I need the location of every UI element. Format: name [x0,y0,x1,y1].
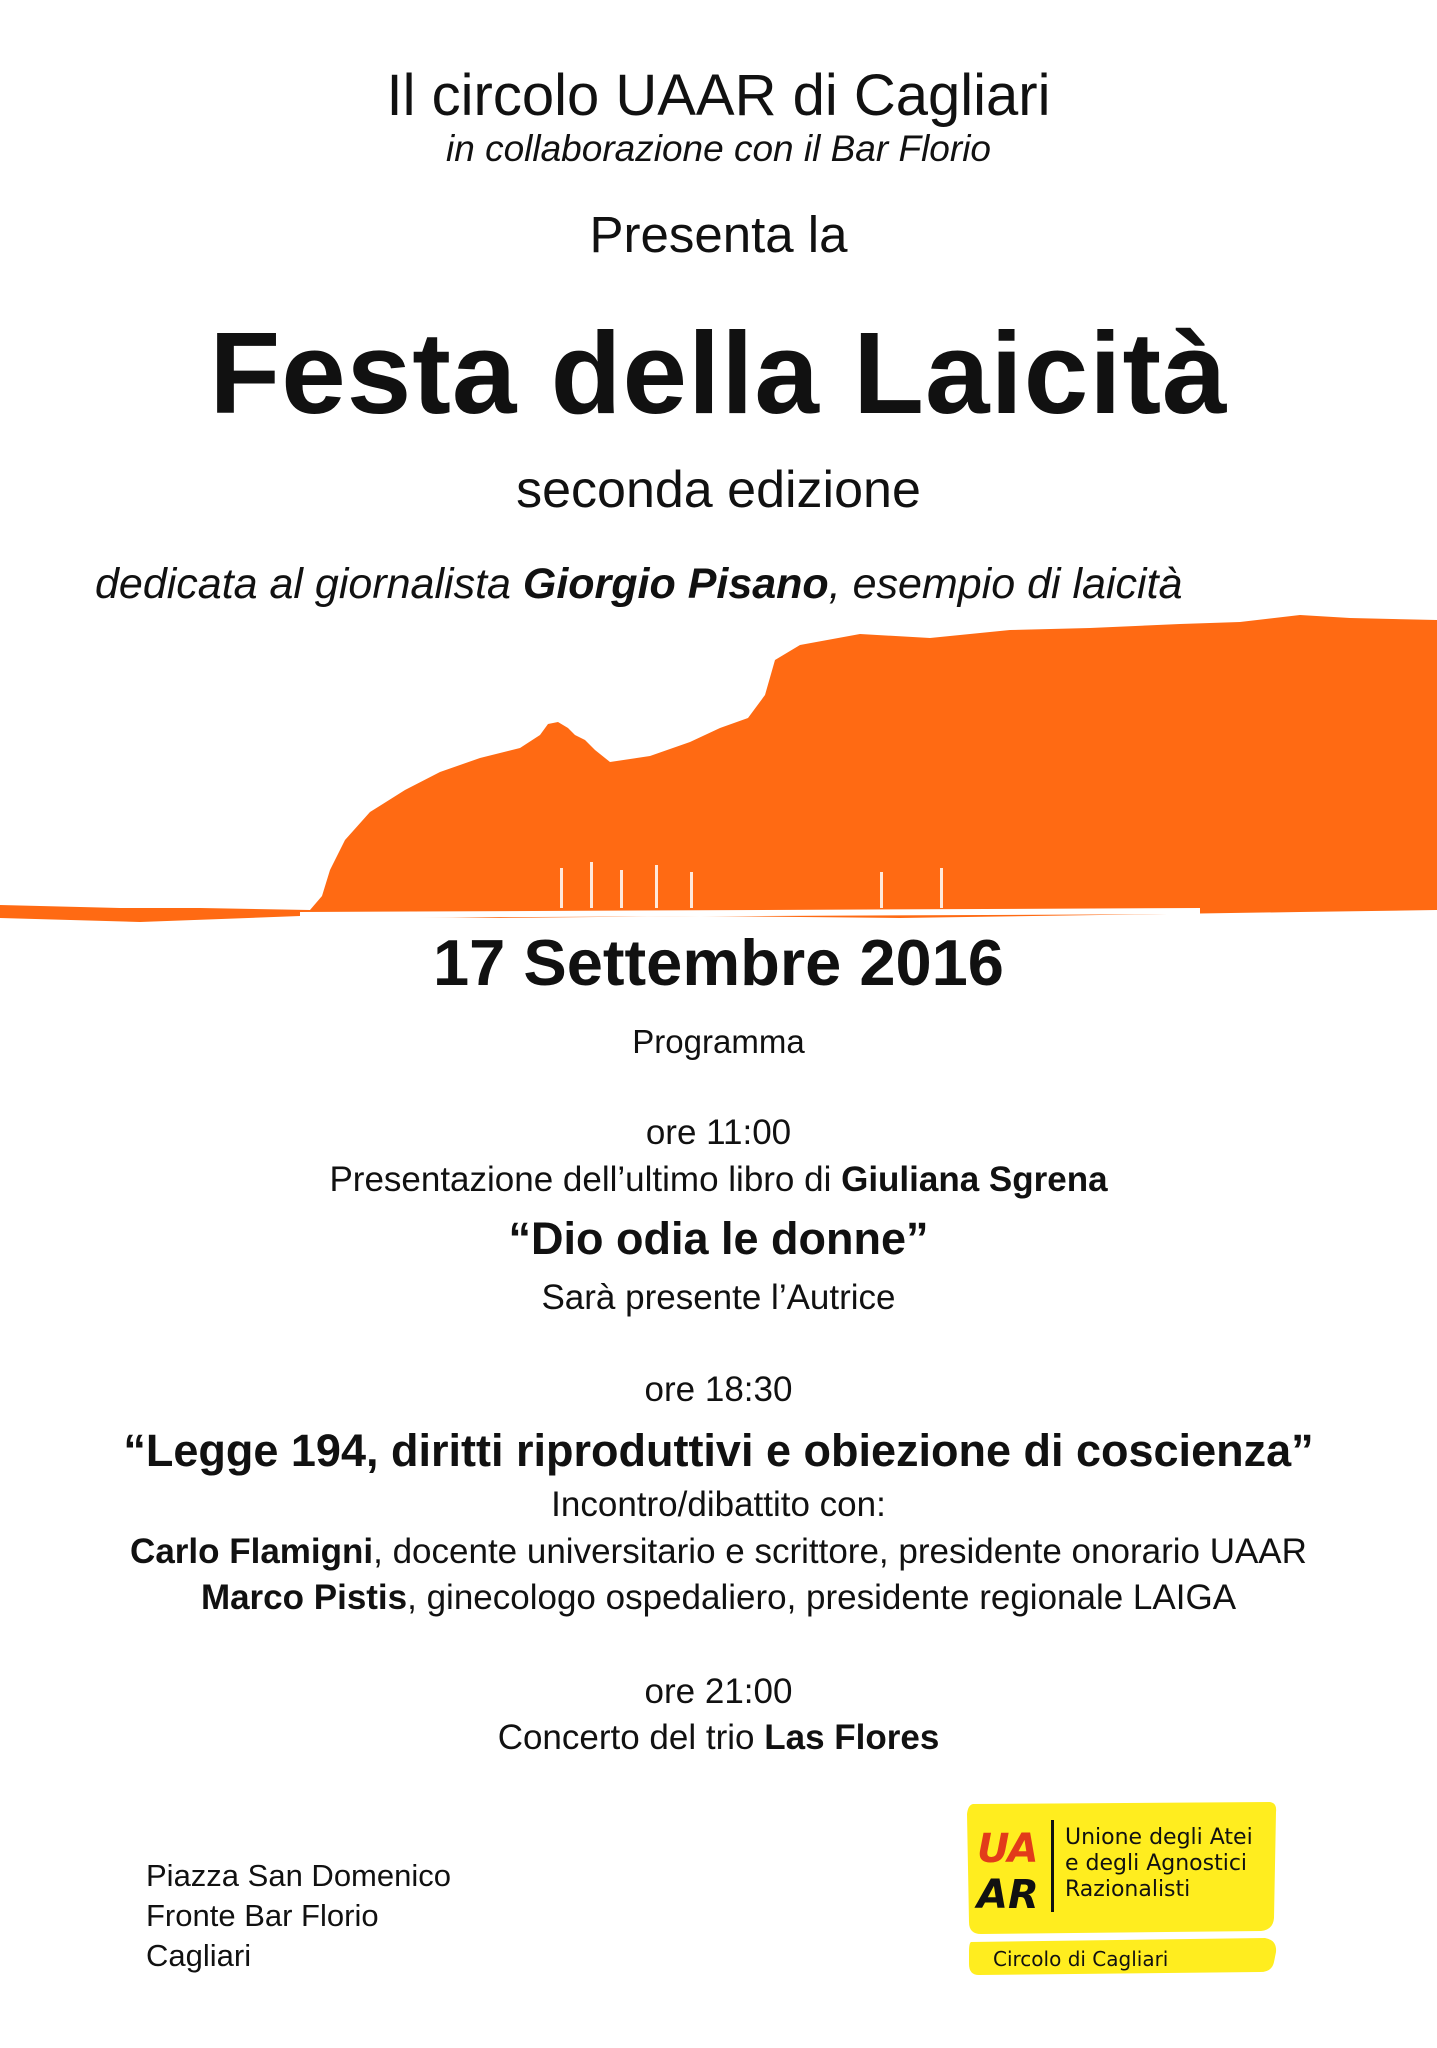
logo-line-3: Razionalisti [1065,1877,1191,1902]
band-name: Las Flores [764,1718,940,1757]
headland-illustration [0,600,1437,930]
address-line-2: Fronte Bar Florio [146,1898,379,1933]
event-2-intro: Incontro/dibattito con: [551,1485,886,1524]
event-1-note: Sarà presente l’Autrice [541,1278,896,1317]
speaker-1: Carlo Flamigni, docente universitario e scrittore, presidente onorario UAAR [130,1532,1307,1571]
event-2-title: “Legge 194, diritti riproduttivi e obiezione di coscienza” [123,1425,1314,1476]
event-3-description: Concerto del trio Las Flores [497,1718,940,1757]
logo-circle-label: Circolo di Cagliari [993,1947,1169,1971]
event-2-time: ore 18:30 [644,1370,793,1409]
event-1-description: Presentazione dell’ultimo libro di Giuliana Sgrena [329,1160,1108,1199]
logo-line-2: e degli Agnostici [1065,1851,1248,1876]
dedication-line: dedicata al giornalista Giorgio Pisano, esempio di laicità [95,560,1183,608]
event-1-time: ore 11:00 [645,1113,792,1152]
speaker-2-name: Marco Pistis [200,1578,408,1617]
address-line-1: Piazza San Domenico [146,1858,451,1893]
speaker-1-name: Carlo Flamigni [130,1532,374,1571]
program-label: Programma [632,1023,805,1060]
dedicatee-name: Giorgio Pisano [522,560,829,608]
event-date: 17 Settembre 2016 [433,926,1004,999]
event-3-time: ore 21:00 [644,1672,793,1711]
author-name: Giuliana Sgrena [841,1160,1108,1199]
organizer-line: Il circolo UAAR di Cagliari [386,63,1051,128]
logo-mark-bottom: AR [977,1872,1039,1918]
logo-line-1: Unione degli Atei [1065,1825,1253,1850]
collaboration-line: in collaborazione con il Bar Florio [446,128,991,169]
event-title: Festa della Laicità [209,308,1228,438]
edition-line: seconda edizione [516,461,921,519]
presents-line: Presenta la [589,206,848,263]
logo-mark-top: UA [977,1826,1039,1872]
uaar-logo [965,1800,1280,1980]
event-1-book-title: “Dio odia le donne” [508,1213,929,1264]
address-line-3: Cagliari [146,1938,252,1973]
speaker-2: Marco Pistis, ginecologo ospedaliero, presidente regionale LAIGA [200,1578,1237,1617]
